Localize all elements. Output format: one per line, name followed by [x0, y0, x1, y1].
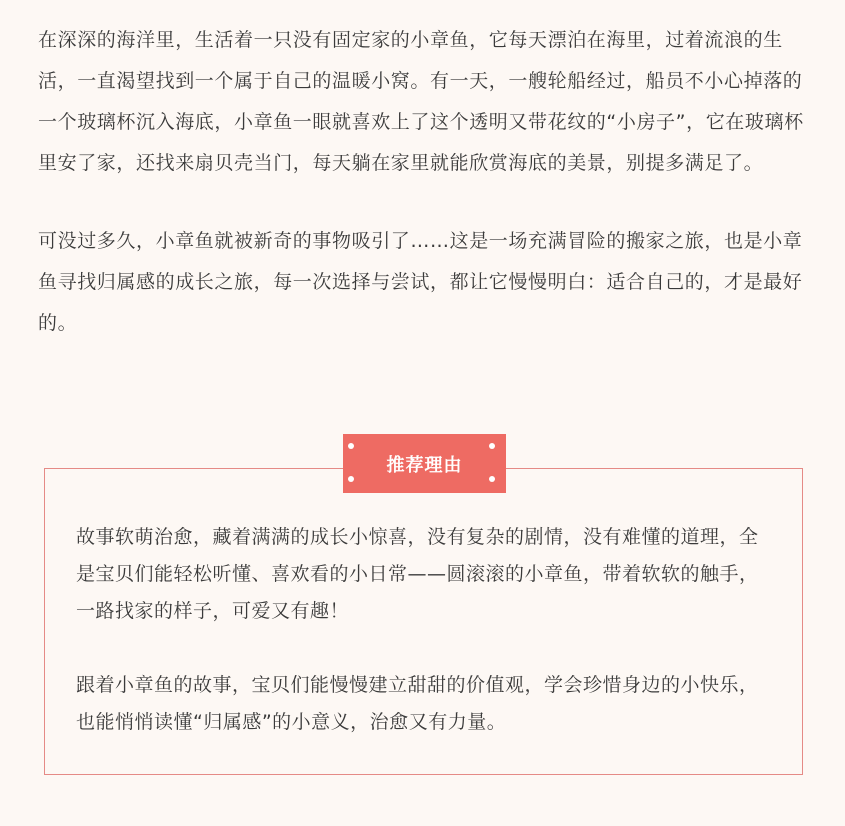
recommend-tag-label: 推荐理由: [386, 454, 463, 476]
recommend-paragraph-2: 跟着小章鱼的故事，宝贝们能慢慢建立甜甜的价值观，学会珍惜身边的小快乐，也能悄悄读懂“归属感”的小意义，治愈又有力量。: [76, 674, 759, 733]
intro-paragraph-2: 可没过多久，小章鱼就被新奇的事物吸引了……这是一场充满冒险的搬家之旅，也是小章鱼寻找归属感的成长之旅，每一次选择与尝试，都让它慢慢明白：适合自己的，才是最好的。: [38, 230, 803, 334]
story-intro: [38, 20, 813, 381]
dot-decoration-icon: [348, 443, 354, 449]
recommend-box: [44, 468, 803, 775]
recommend-content: [76, 519, 776, 778]
dot-decoration-icon: [489, 476, 495, 482]
dot-decoration-icon: [348, 476, 354, 482]
intro-paragraph-1: 在深深的海洋里，生活着一只没有固定家的小章鱼，它每天漂泊在海里，过着流浪的生活，一直渴望找到一个属于自己的温暖小窝。有一天，一艘轮船经过，船员不小心掉落的一个玻璃杯沉入海底，小章鱼一眼就喜欢上了这个透明又带花纹的“小房子”，它在玻璃杯里安了家，还找来扇贝壳当门，每天躺在家里就能欣赏海底的美景，别提多满足了。: [38, 29, 804, 174]
dot-decoration-icon: [489, 443, 495, 449]
recommend-tag: [343, 434, 506, 493]
recommend-paragraph-1: 故事软萌治愈，藏着满满的成长小惊喜，没有复杂的剧情，没有难懂的道理，全是宝贝们能轻松听懂、喜欢看的小日常——圆滚滚的小章鱼，带着软软的触手，一路找家的样子，可爱又有趣！: [76, 526, 759, 622]
